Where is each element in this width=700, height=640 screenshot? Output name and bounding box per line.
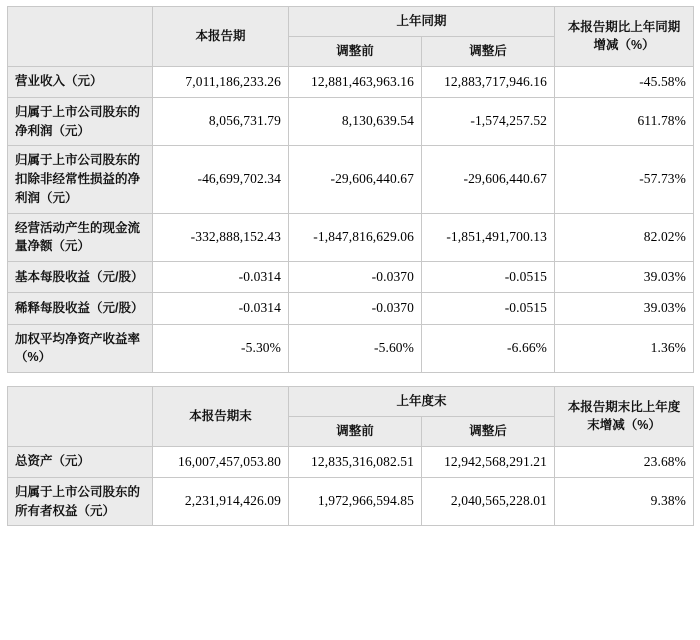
table-row — [8, 293, 694, 324]
cell-roe-change: 1.36% — [555, 324, 694, 373]
header2-before-adjust: 调整前 — [289, 416, 422, 446]
row-label-diluted-eps: 稀释每股收益（元/股） — [8, 293, 153, 324]
row-label-basic-eps: 基本每股收益（元/股） — [8, 262, 153, 293]
header-corner-blank — [8, 7, 153, 67]
table-row — [8, 97, 694, 146]
cell-revenue-change: -45.58% — [555, 66, 694, 97]
cell-owners-equity-change: 9.38% — [555, 477, 694, 526]
cell-cash-flow-current: -332,888,152.43 — [153, 213, 289, 262]
balance-sheet-table — [7, 386, 694, 526]
table-row — [8, 66, 694, 97]
cell-revenue-prior-after: 12,883,717,946.16 — [422, 66, 555, 97]
table-gap-divider — [7, 373, 693, 386]
row-label-operating-cash-flow: 经营活动产生的现金流量净额（元） — [8, 213, 153, 262]
header2-after-adjust: 调整后 — [422, 416, 555, 446]
table-row — [8, 324, 694, 373]
cell-diluted-eps-prior-before: -0.0370 — [289, 293, 422, 324]
cell-nonrecurring-change: -57.73% — [555, 146, 694, 213]
table-row — [8, 213, 694, 262]
cell-nonrecurring-prior-before: -29,606,440.67 — [289, 146, 422, 213]
cell-roe-prior-after: -6.66% — [422, 324, 555, 373]
header2-corner-blank — [8, 387, 153, 447]
header2-prior-year-end: 上年度末 — [289, 387, 555, 417]
cell-cash-flow-change: 82.02% — [555, 213, 694, 262]
header-after-adjust: 调整后 — [422, 36, 555, 66]
row-label-net-profit-excl-nonrecurring: 归属于上市公司股东的扣除非经常性损益的净利润（元） — [8, 146, 153, 213]
header-change: 本报告期比上年同期增减（%） — [555, 7, 694, 67]
header2-current-period-end: 本报告期末 — [153, 387, 289, 447]
cell-owners-equity-current: 2,231,914,426.09 — [153, 477, 289, 526]
table-row — [8, 146, 694, 213]
cell-cash-flow-prior-after: -1,851,491,700.13 — [422, 213, 555, 262]
cell-net-profit-prior-before: 8,130,639.54 — [289, 97, 422, 146]
cell-owners-equity-prior-before: 1,972,966,594.85 — [289, 477, 422, 526]
cell-nonrecurring-current: -46,699,702.34 — [153, 146, 289, 213]
table-row — [8, 446, 694, 477]
cell-basic-eps-prior-before: -0.0370 — [289, 262, 422, 293]
cell-roe-prior-before: -5.60% — [289, 324, 422, 373]
header-current-period: 本报告期 — [153, 7, 289, 67]
table-row — [8, 477, 694, 526]
header-before-adjust: 调整前 — [289, 36, 422, 66]
cell-net-profit-prior-after: -1,574,257.52 — [422, 97, 555, 146]
cell-total-assets-change: 23.68% — [555, 446, 694, 477]
table-row — [8, 262, 694, 293]
header2-change: 本报告期末比上年度末增减（%） — [555, 387, 694, 447]
cell-total-assets-current: 16,007,457,053.80 — [153, 446, 289, 477]
table2-header-row-top — [8, 387, 694, 417]
row-label-net-profit: 归属于上市公司股东的净利润（元） — [8, 97, 153, 146]
cell-nonrecurring-prior-after: -29,606,440.67 — [422, 146, 555, 213]
cell-diluted-eps-prior-after: -0.0515 — [422, 293, 555, 324]
row-label-revenue: 营业收入（元） — [8, 66, 153, 97]
row-label-weighted-roe: 加权平均净资产收益率（%） — [8, 324, 153, 373]
cell-basic-eps-prior-after: -0.0515 — [422, 262, 555, 293]
cell-basic-eps-current: -0.0314 — [153, 262, 289, 293]
table-header-row-top — [8, 7, 694, 37]
row-label-owners-equity: 归属于上市公司股东的所有者权益（元） — [8, 477, 153, 526]
cell-basic-eps-change: 39.03% — [555, 262, 694, 293]
cell-owners-equity-prior-after: 2,040,565,228.01 — [422, 477, 555, 526]
cell-total-assets-prior-before: 12,835,316,082.51 — [289, 446, 422, 477]
cell-roe-current: -5.30% — [153, 324, 289, 373]
cell-net-profit-current: 8,056,731.79 — [153, 97, 289, 146]
cell-revenue-prior-before: 12,881,463,963.16 — [289, 66, 422, 97]
row-label-total-assets: 总资产（元） — [8, 446, 153, 477]
cell-revenue-current: 7,011,186,233.26 — [153, 66, 289, 97]
cell-total-assets-prior-after: 12,942,568,291.21 — [422, 446, 555, 477]
cell-cash-flow-prior-before: -1,847,816,629.06 — [289, 213, 422, 262]
cell-net-profit-change: 611.78% — [555, 97, 694, 146]
quarterly-results-table — [7, 6, 694, 373]
header-prior-period: 上年同期 — [289, 7, 555, 37]
cell-diluted-eps-current: -0.0314 — [153, 293, 289, 324]
cell-diluted-eps-change: 39.03% — [555, 293, 694, 324]
